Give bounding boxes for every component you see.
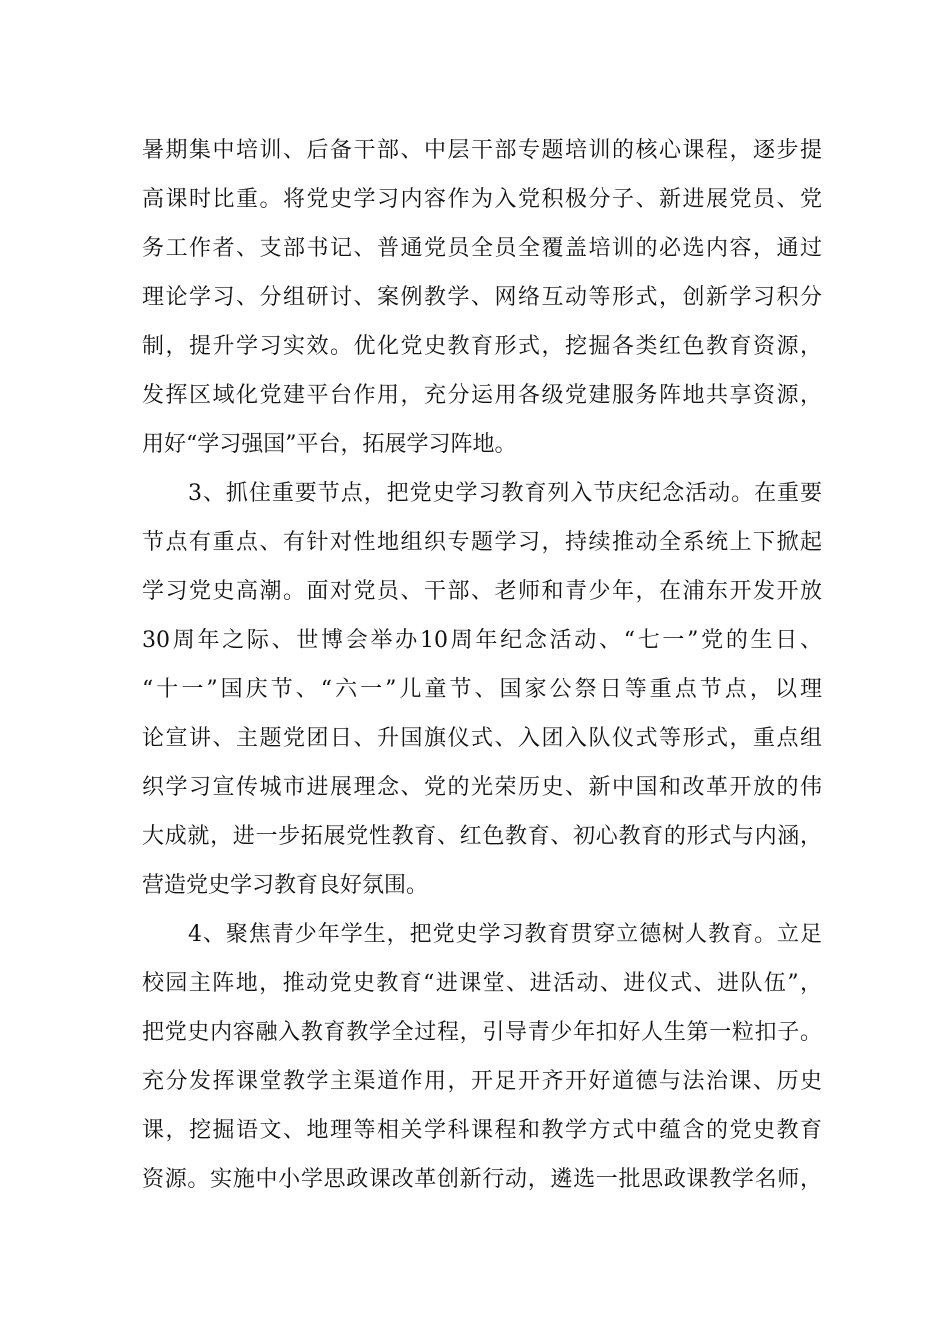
text-line: 30周年之际、世博会举办10周年纪念活动、“七一”党的生日、: [142, 628, 822, 653]
text-line: 大成就，进一步拓展党性教育、红色教育、初心教育的形式与内涵，: [142, 824, 822, 849]
text-line: 用好“学习强国”平台，拓展学习阵地。: [142, 432, 517, 457]
text-line: 务工作者、支部书记、普通党员全员全覆盖培训的必选内容，通过: [142, 236, 822, 261]
text-line: 营造党史学习教育良好氛围。: [142, 873, 429, 898]
text-line: 课，挖掘语文、地理等相关学科课程和教学方式中蕴含的党史教育: [142, 1118, 822, 1143]
text-line: 把党史内容融入教育教学全过程，引导青少年扣好人生第一粒扣子。: [142, 1020, 822, 1045]
text-line: 暑期集中培训、后备干部、中层干部专题培训的核心课程，逐步提: [142, 138, 822, 163]
text-line: 校园主阵地，推动党史教育“进课堂、进活动、进仪式、进队伍”，: [142, 971, 822, 996]
text-line: “十一”国庆节、“六一”儿童节、国家公祭日等重点节点，以理: [142, 677, 822, 702]
text-line: 高课时比重。将党史学习内容作为入党积极分子、新进展党员、党: [142, 187, 822, 212]
text-line: 资源。实施中小学思政课改革创新行动，遴选一批思政课教学名师，: [142, 1167, 822, 1192]
text-line: 发挥区域化党建平台作用，充分运用各级党建服务阵地共享资源，: [142, 383, 822, 408]
text-line: 学习党史高潮。面对党员、干部、老师和青少年，在浦东开发开放: [142, 579, 822, 604]
paragraph-start-line: 4、聚焦青少年学生，把党史学习教育贯穿立德树人教育。立足: [188, 922, 822, 947]
text-line: 理论学习、分组研讨、案例教学、网络互动等形式，创新学习积分: [142, 285, 822, 310]
text-line: 充分发挥课堂教学主渠道作用，开足开齐开好道德与法治课、历史: [142, 1069, 822, 1094]
text-line: 论宣讲、主题党团日、升国旗仪式、入团入队仪式等形式，重点组: [142, 726, 822, 751]
text-line: 织学习宣传城市进展理念、党的光荣历史、新中国和改革开放的伟: [142, 775, 822, 800]
text-line: 制，提升学习实效。优化党史教育形式，挖掘各类红色教育资源，: [142, 334, 822, 359]
paragraph-start-line: 3、抓住重要节点，把党史学习教育列入节庆纪念活动。在重要: [188, 481, 822, 506]
text-line: 节点有重点、有针对性地组织专题学习，持续推动全系统上下掀起: [142, 530, 822, 555]
